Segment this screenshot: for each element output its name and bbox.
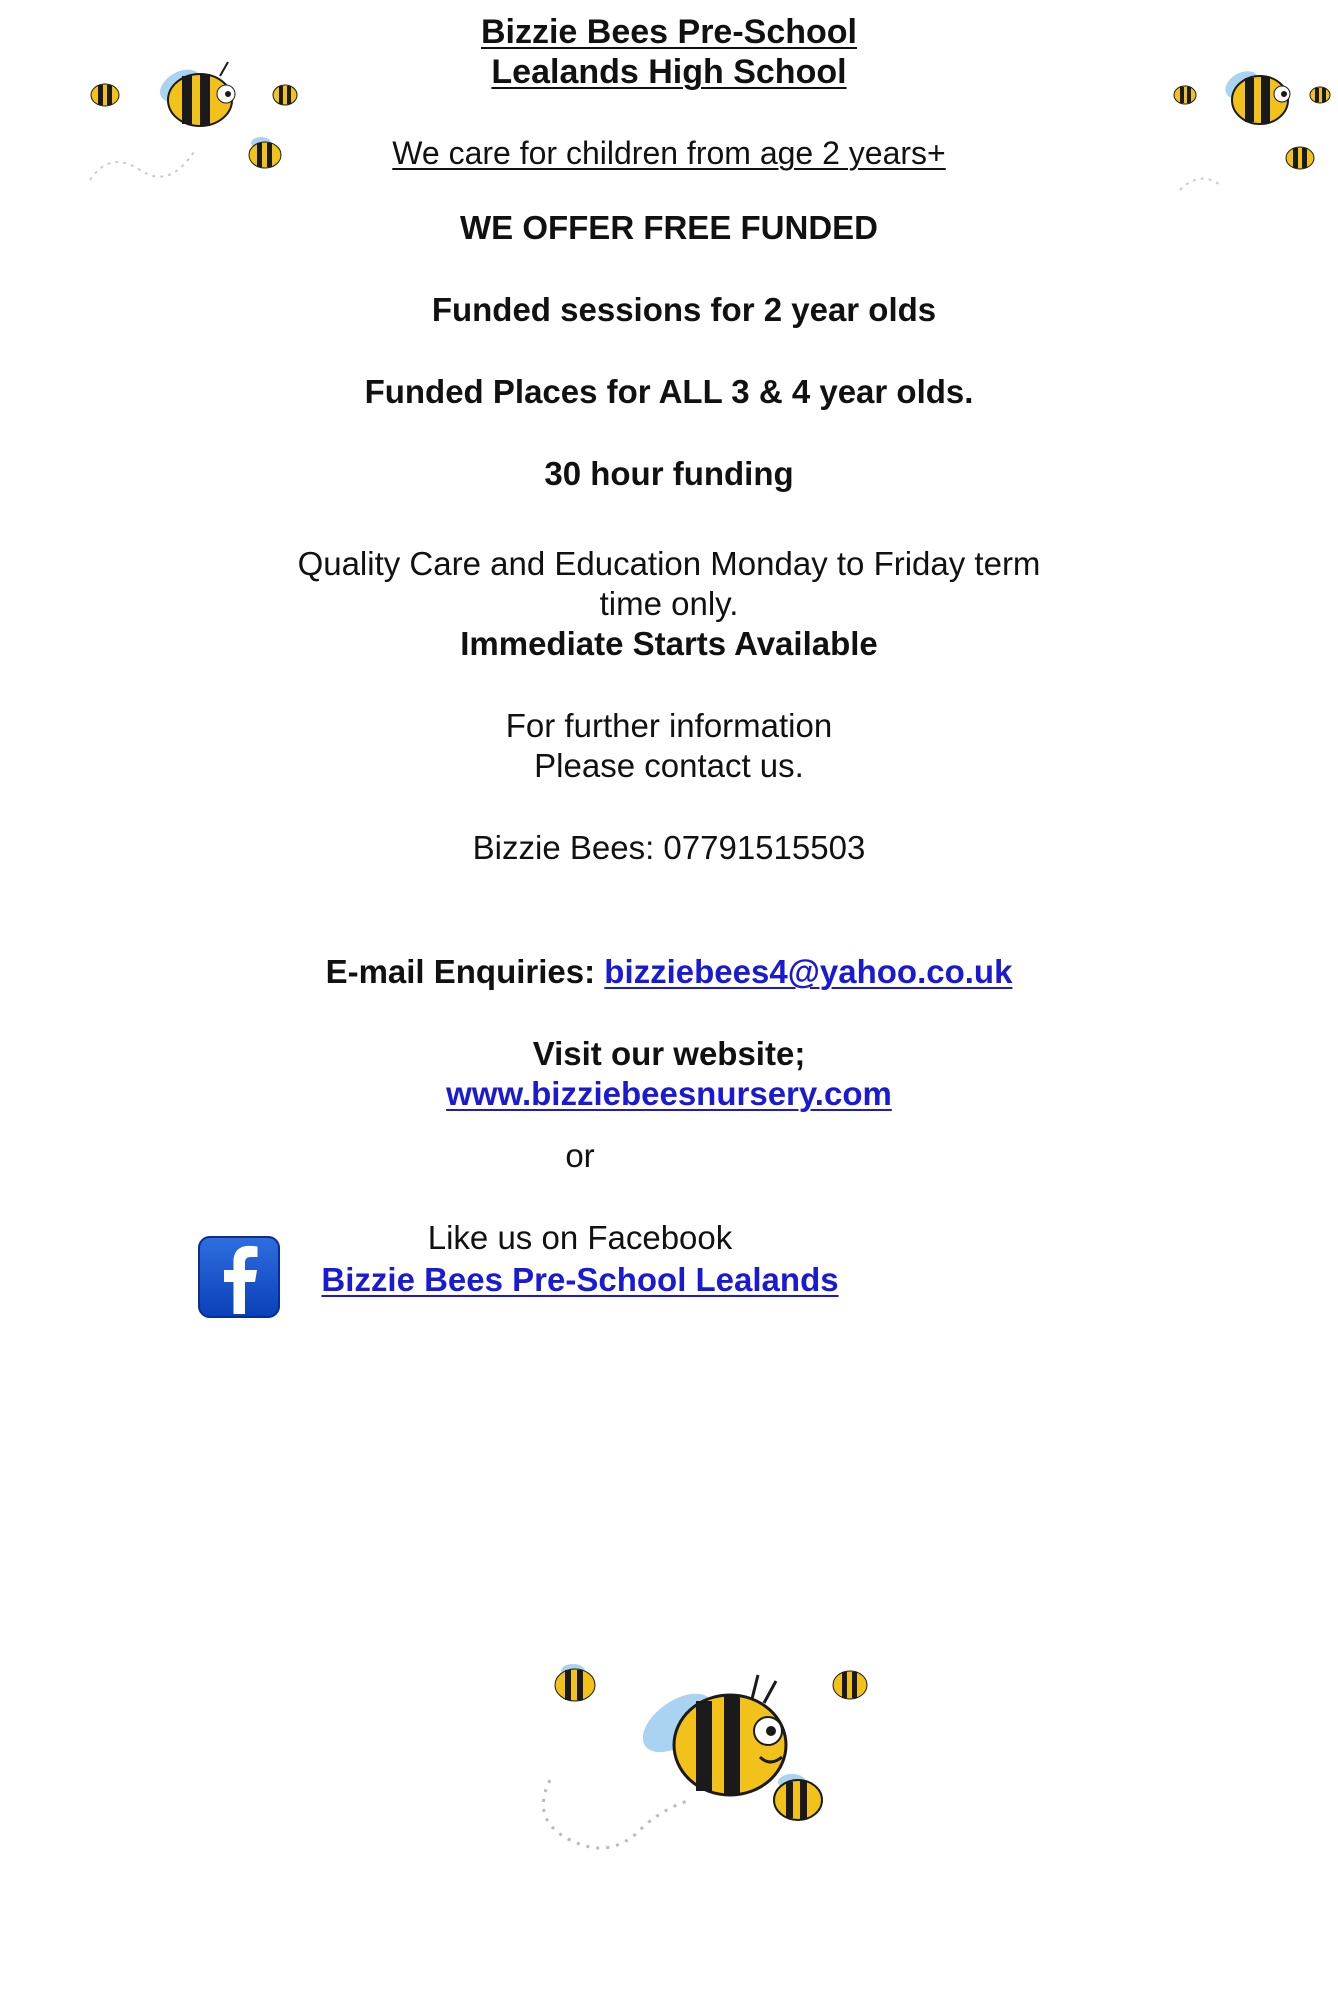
title-line-1: Bizzie Bees Pre-School [480,13,857,51]
email-label: E-mail Enquiries: [325,953,605,990]
title-line-2: Lealands High School [491,53,847,91]
bee-cluster-bottom-icon [530,1630,890,1900]
email-line [0,952,1338,992]
offer-heading: WE OFFER FREE FUNDED [460,209,878,246]
quality-line-2: time only. [599,585,739,622]
age-line: We care for children from age 2 years+ [392,135,946,171]
email-link[interactable]: bizziebees4@yahoo.co.uk [604,953,1013,990]
info-line-1: For further information [505,707,833,744]
offer-item-30-hour: 30 hour funding [544,455,794,492]
facebook-page-link[interactable]: Bizzie Bees Pre-School Lealands [321,1261,839,1298]
info-line-2: Please contact us. [534,747,804,784]
offer-item-2yo: Funded sessions for 2 year olds [431,291,937,328]
immediate-starts: Immediate Starts Available [460,625,878,662]
facebook-page-line [0,1260,1160,1300]
website-label: Visit our website; [532,1035,806,1072]
facebook-label: Like us on Facebook [427,1219,733,1256]
offer-item-3-4yo: Funded Places for ALL 3 & 4 year olds. [364,373,974,410]
website-link[interactable]: www.bizziebeesnursery.com [446,1075,892,1112]
quality-line-1: Quality Care and Education Monday to Friday term [297,545,1041,582]
website-line [0,1074,1338,1114]
or-text: or [565,1137,595,1174]
phone-line: Bizzie Bees: 07791515503 [472,829,866,866]
